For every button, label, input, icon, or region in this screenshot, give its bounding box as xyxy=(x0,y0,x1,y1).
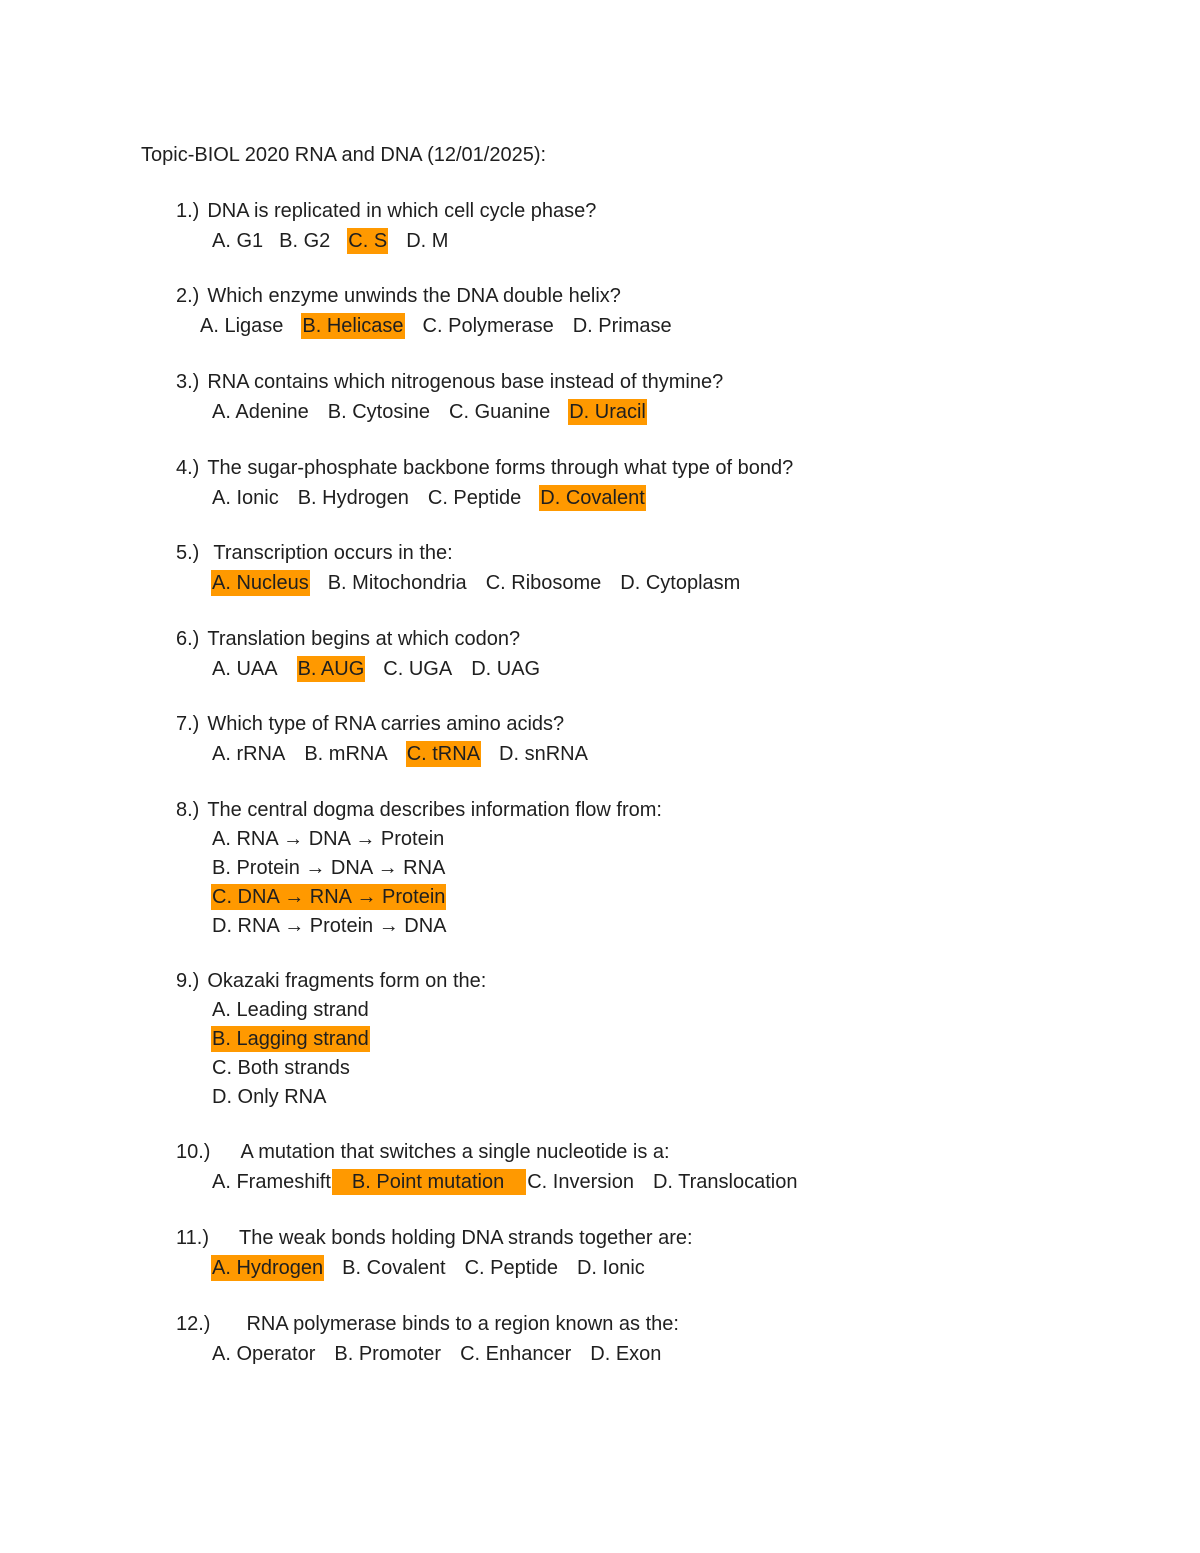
option-d: D. Only RNA xyxy=(212,1086,327,1108)
question-text: RNA polymerase binds to a region known as the: xyxy=(246,1313,679,1335)
option-c: C. Peptide xyxy=(427,486,522,509)
option-b-highlighted: B. Point mutation xyxy=(332,1169,526,1195)
option-a: A. UAA xyxy=(212,657,278,680)
question-4 xyxy=(176,454,793,512)
option-d-highlighted: D. Uracil xyxy=(569,400,646,423)
option-a: A. Frameshift xyxy=(212,1170,331,1193)
option-d: D. snRNA xyxy=(499,742,588,765)
option-d: D. Ionic xyxy=(576,1256,645,1279)
question-number: 8.) xyxy=(176,799,200,821)
option-b: B. Hydrogen xyxy=(297,486,409,509)
option-d: D. Cytoplasm xyxy=(620,571,741,594)
question-number: 1.) xyxy=(176,200,200,222)
option-b-highlighted: B. Lagging strand xyxy=(212,1028,369,1050)
option-d: D. RNA → Protein → DNA xyxy=(212,915,447,937)
page-title: Topic-BIOL 2020 RNA and DNA (12/01/2025): xyxy=(141,144,547,166)
option-c: C. Enhancer xyxy=(460,1342,572,1365)
question-number: 9.) xyxy=(176,970,200,992)
question-8 xyxy=(176,796,662,941)
option-d: D. Primase xyxy=(572,314,672,337)
question-3 xyxy=(176,368,723,426)
question-7 xyxy=(176,710,589,768)
question-1 xyxy=(176,197,596,255)
question-number: 3.) xyxy=(176,371,200,393)
option-b: B. Protein → DNA → RNA xyxy=(212,857,446,879)
question-text: Okazaki fragments form on the: xyxy=(207,970,487,992)
option-b-highlighted: B. AUG xyxy=(297,657,365,680)
option-c: C. Peptide xyxy=(464,1256,558,1279)
option-b: B. Covalent xyxy=(342,1256,446,1279)
question-number: 11.) xyxy=(176,1227,209,1249)
option-a: A. Ligase xyxy=(200,314,284,337)
option-a: A. Adenine xyxy=(212,400,309,423)
question-number: 12.) xyxy=(176,1313,211,1335)
option-c-highlighted: C. S xyxy=(348,229,388,252)
option-d: D. Translocation xyxy=(652,1170,798,1193)
option-c: C. Ribosome xyxy=(485,571,602,594)
question-text: DNA is replicated in which cell cycle phase? xyxy=(207,200,597,222)
question-text: A mutation that switches a single nucleotide is a: xyxy=(240,1141,670,1163)
question-number: 2.) xyxy=(176,285,200,307)
question-text: Which enzyme unwinds the DNA double helix? xyxy=(207,285,621,307)
option-c-highlighted: C. DNA → RNA → Protein xyxy=(212,886,446,908)
option-c: C. UGA xyxy=(383,657,453,680)
option-a: A. RNA → DNA → Protein xyxy=(212,828,445,850)
option-d: D. Exon xyxy=(590,1342,662,1365)
option-d-highlighted: D. Covalent xyxy=(540,486,645,509)
option-b: B. Promoter xyxy=(334,1342,442,1365)
question-text: RNA contains which nitrogenous base instead of thymine? xyxy=(207,371,724,393)
question-11 xyxy=(176,1224,693,1282)
option-b: B. G2 xyxy=(279,229,331,252)
option-c: C. Both strands xyxy=(212,1057,350,1079)
option-b: B. Cytosine xyxy=(327,400,431,423)
option-b: B. Mitochondria xyxy=(327,571,467,594)
option-b-highlighted: B. Helicase xyxy=(302,314,404,337)
option-d: D. M xyxy=(406,229,449,252)
option-c: C. Inversion xyxy=(527,1170,634,1193)
option-a: A. G1 xyxy=(212,229,264,252)
option-a: A. Ionic xyxy=(212,486,279,509)
option-c: C. Polymerase xyxy=(422,314,554,337)
question-12 xyxy=(176,1310,679,1368)
option-a-highlighted: A. Hydrogen xyxy=(212,1256,324,1279)
question-9 xyxy=(176,967,486,1112)
question-text: The weak bonds holding DNA strands together are: xyxy=(238,1227,693,1249)
option-a: A. Leading strand xyxy=(212,999,369,1021)
question-number: 6.) xyxy=(176,628,200,650)
option-a: A. rRNA xyxy=(212,742,286,765)
option-b: B. mRNA xyxy=(304,742,388,765)
question-number: 4.) xyxy=(176,457,200,479)
question-text: Transcription occurs in the: xyxy=(213,542,453,564)
option-c: C. Guanine xyxy=(449,400,551,423)
question-text: Translation begins at which codon? xyxy=(207,628,521,650)
option-a-highlighted: A. Nucleus xyxy=(212,571,309,594)
question-number: 7.) xyxy=(176,713,200,735)
question-text: The central dogma describes information flow from: xyxy=(207,799,662,821)
option-d: D. UAG xyxy=(471,657,541,680)
option-c-highlighted: C. tRNA xyxy=(406,742,481,765)
question-2 xyxy=(176,282,673,340)
question-10 xyxy=(176,1138,798,1196)
question-text: Which type of RNA carries amino acids? xyxy=(207,713,565,735)
question-text: The sugar-phosphate backbone forms through what type of bond? xyxy=(207,457,794,479)
question-5 xyxy=(176,539,741,597)
question-number: 10.) xyxy=(176,1141,211,1163)
question-6 xyxy=(176,625,541,683)
option-a: A. Operator xyxy=(212,1342,316,1365)
question-number: 5.) xyxy=(176,542,200,564)
